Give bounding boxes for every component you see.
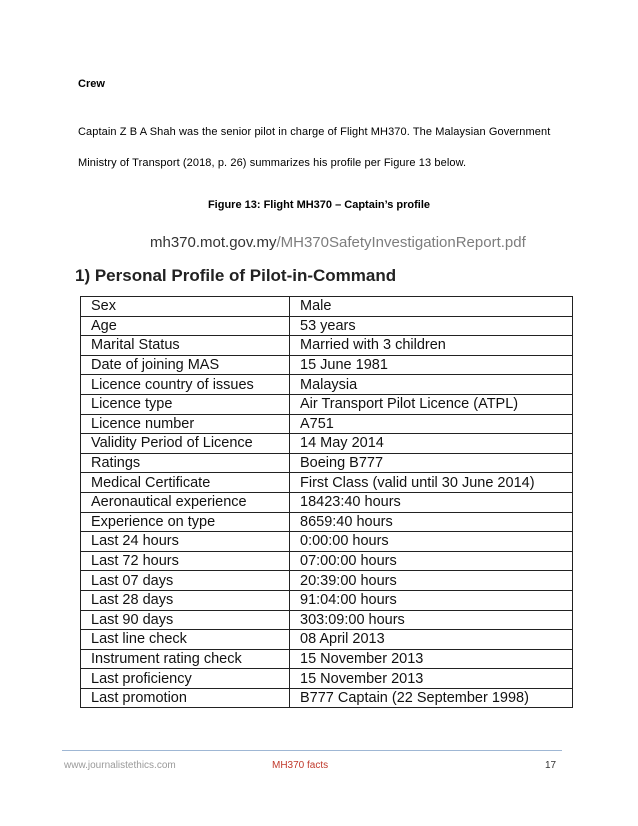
row-value: Married with 3 children: [290, 336, 573, 356]
profile-title: 1) Personal Profile of Pilot-in-Command: [75, 266, 397, 285]
row-label: Sex: [81, 297, 290, 317]
row-value: 0:00:00 hours: [290, 532, 573, 552]
row-label: Last promotion: [81, 688, 290, 708]
row-label: Licence number: [81, 414, 290, 434]
row-value: 07:00:00 hours: [290, 551, 573, 571]
table-row: [81, 590, 573, 610]
row-value: 18423:40 hours: [290, 492, 573, 512]
row-label: Ratings: [81, 453, 290, 473]
row-value: A751: [290, 414, 573, 434]
row-label: Last line check: [81, 630, 290, 650]
table-row: [81, 512, 573, 532]
table-row: [81, 492, 573, 512]
source-url: [150, 234, 526, 251]
row-value: B777 Captain (22 September 1998): [290, 688, 573, 708]
row-label: Medical Certificate: [81, 473, 290, 493]
row-label: Licence type: [81, 394, 290, 414]
row-value: 15 November 2013: [290, 649, 573, 669]
row-label: Last 24 hours: [81, 532, 290, 552]
row-label: Experience on type: [81, 512, 290, 532]
table-row: [81, 375, 573, 395]
row-value: First Class (valid until 30 June 2014): [290, 473, 573, 493]
table-row: [81, 532, 573, 552]
row-label: Age: [81, 316, 290, 336]
row-label: Date of joining MAS: [81, 355, 290, 375]
table-row: [81, 336, 573, 356]
table-row: [81, 355, 573, 375]
table-row: [81, 316, 573, 336]
row-value: Male: [290, 297, 573, 317]
table-row: [81, 394, 573, 414]
table-row: [81, 434, 573, 454]
table-row: [81, 473, 573, 493]
section-heading: Crew: [78, 78, 105, 90]
table-row: [81, 649, 573, 669]
table-row: [81, 610, 573, 630]
footer-title: MH370 facts: [272, 760, 329, 771]
row-value: 08 April 2013: [290, 630, 573, 650]
table-row: [81, 414, 573, 434]
row-value: 303:09:00 hours: [290, 610, 573, 630]
table-row: [81, 630, 573, 650]
row-label: Validity Period of Licence: [81, 434, 290, 454]
row-label: Instrument rating check: [81, 649, 290, 669]
table-row: [81, 571, 573, 591]
row-label: Last 72 hours: [81, 551, 290, 571]
table-row: [81, 688, 573, 708]
row-value: 14 May 2014: [290, 434, 573, 454]
row-value: 8659:40 hours: [290, 512, 573, 532]
row-label: Last proficiency: [81, 669, 290, 689]
row-label: Licence country of issues: [81, 375, 290, 395]
row-value: Boeing B777: [290, 453, 573, 473]
row-label: Last 90 days: [81, 610, 290, 630]
row-label: Aeronautical experience: [81, 492, 290, 512]
row-value: Air Transport Pilot Licence (ATPL): [290, 394, 573, 414]
figure-caption: Figure 13: Flight MH370 – Captain’s profile: [207, 199, 431, 211]
source-path: /MH370SafetyInvestigationReport.pdf: [276, 234, 526, 251]
row-label: Last 07 days: [81, 571, 290, 591]
row-value: Malaysia: [290, 375, 573, 395]
footer-divider: [62, 750, 562, 751]
footer-website: www.journalistethics.com: [64, 760, 176, 771]
row-value: 15 June 1981: [290, 355, 573, 375]
table-row: [81, 453, 573, 473]
row-label: Last 28 days: [81, 590, 290, 610]
row-value: 91:04:00 hours: [290, 590, 573, 610]
pilot-profile-table: [80, 296, 573, 708]
paragraph-line: Captain Z B A Shah was the senior pilot in charge of Flight MH370. The Malaysian Government: [78, 126, 551, 138]
table-row: [81, 669, 573, 689]
row-label: Marital Status: [81, 336, 290, 356]
table-row: [81, 551, 573, 571]
paragraph-line: Ministry of Transport (2018, p. 26) summarizes his profile per Figure 13 below.: [78, 157, 467, 169]
source-domain: mh370.mot.gov.my: [150, 234, 277, 251]
table-row: [81, 297, 573, 317]
page-number: 17: [545, 760, 557, 771]
row-value: 20:39:00 hours: [290, 571, 573, 591]
row-value: 15 November 2013: [290, 669, 573, 689]
row-value: 53 years: [290, 316, 573, 336]
